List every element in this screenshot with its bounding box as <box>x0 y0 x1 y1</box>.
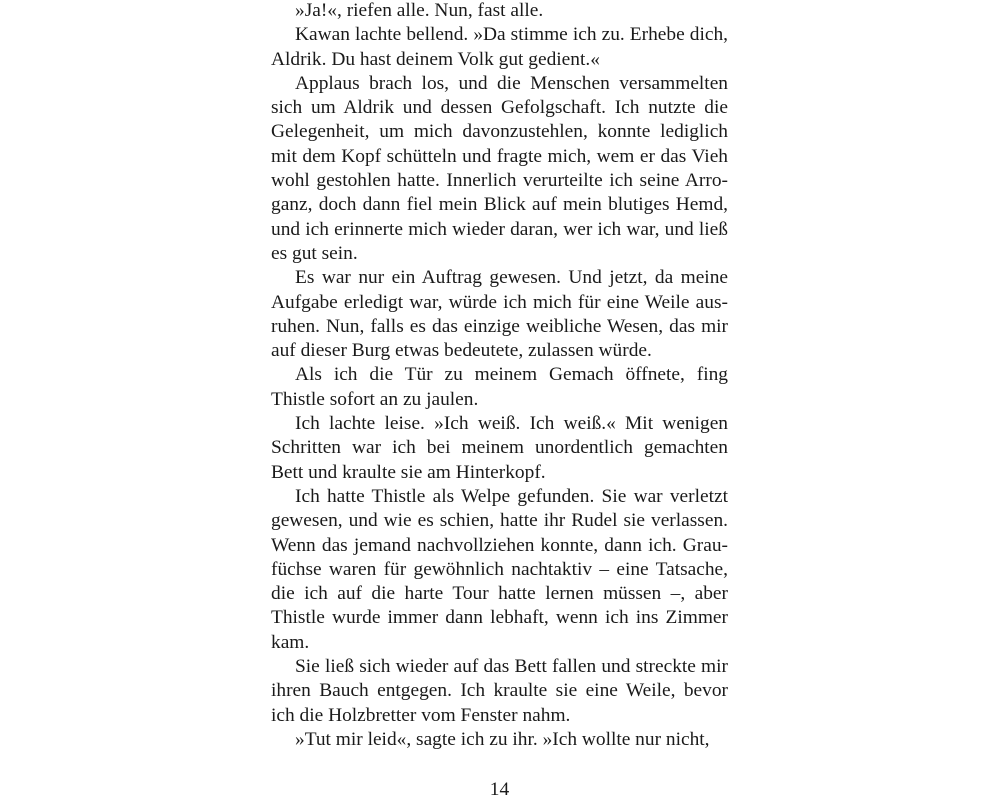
paragraph-1: »Ja!«, riefen alle. Nun, fast alle. <box>295 0 544 21</box>
paragraph-3: Applaus brach los, und die Menschen versammelten sich um Aldrik und dessen Gefolgschaft. Ich nutzte die Gelegenheit, um mich davonzustehlen, konnte lediglich mit dem Kopf schütteln und fragte mich, wem er das Vieh wohl gestohlen hatte. Innerlich verurteilte ich seine Arroganz, doch dann fiel mein Blick auf mein blutiges Hemd, und ich erinnerte mich wieder daran, wer ich war, und ließ es gut sein. <box>271 72 728 264</box>
paragraph-4: Es war nur ein Auftrag gewesen. Und jetzt, da meine Aufgabe erledigt war, würde ich mich für eine Weile ausruhen. Nun, falls es das einzige weibliche Wesen, das mir auf dieser Burg etwas bedeutete, zulassen würde. <box>271 267 728 362</box>
paragraph-9: »Tut mir leid«, sagte ich zu ihr. »Ich wollte nur nicht, <box>295 728 710 750</box>
book-page <box>271 0 728 800</box>
paragraph-5: Als ich die Tür zu meinem Gemach öffnete, fing Thistle sofort an zu jaulen. <box>271 364 728 410</box>
paragraph-8: Sie ließ sich wieder auf das Bett fallen und streckte mir ihren Bauch entgegen. Ich kraulte sie eine Weile, bevor ich die Holzbretter vom Fenster nahm. <box>271 656 728 726</box>
paragraph-2: Kawan lachte bellend. »Da stimme ich zu. Erhebe dich, Aldrik. Du hast deinem Volk gut gedient.« <box>271 24 728 70</box>
paragraph-6: Ich lachte leise. »Ich weiß. Ich weiß.« Mit wenigen Schritten war ich bei meinem unordentlich gemachten Bett und kraulte sie am Hinterkopf. <box>271 413 728 483</box>
page-number: 14 <box>489 779 510 800</box>
body-text <box>271 0 728 752</box>
paragraph-7: Ich hatte Thistle als Welpe gefunden. Sie war verletzt gewesen, und wie es schien, hatte ihr Rudel sie verlassen. Wenn das jemand nachvollziehen konnte, dann ich. Graufüchse waren für gewöhnlich nachtaktiv – eine Tatsache, die ich auf die harte Tour hatte lernen müssen –, aber Thistle wurde immer dann lebhaft, wenn ich ins Zimmer kam. <box>271 485 728 653</box>
